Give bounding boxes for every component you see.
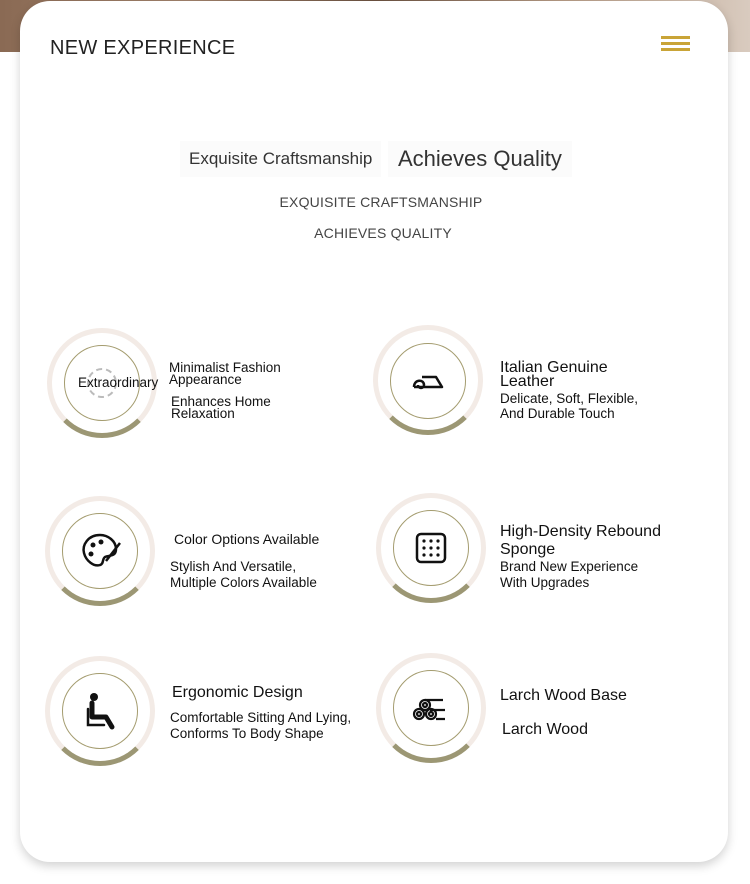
wood-logs-icon [407,684,455,732]
palette-icon [76,527,124,575]
hamburger-menu-icon[interactable] [661,36,690,53]
sponge-icon [407,524,455,572]
feature-desc-2: Multiple Colors Available [170,575,317,590]
feature-desc-2: Conforms To Body Shape [170,726,324,741]
feature-title-2: Sponge [500,541,556,558]
feature-desc: Stylish And Versatile, [170,559,297,574]
headline-right: Achieves Quality [388,141,572,177]
feature-desc: Comfortable Sitting And Lying, [170,710,352,725]
brand-title: NEW EXPERIENCE [50,37,236,59]
feature-title: Minimalist Fashion [169,360,281,375]
feature-desc-2: Relaxation [171,406,235,421]
feature-overlay-label: Extraordinary [78,375,159,390]
menu-line [661,42,690,45]
feature-desc: Delicate, Soft, Flexible, [500,391,639,406]
feature-title: Larch Wood Base [500,687,627,704]
menu-line [661,36,690,39]
menu-line [661,48,690,51]
feature-title: Ergonomic Design [172,684,303,701]
feature-title: Italian Genuine [500,359,608,376]
feature-icon-circle [62,513,138,589]
feature-desc: Brand New Experience [500,559,639,574]
feature-desc: Larch Wood [502,721,588,738]
subheadline-2: ACHIEVES QUALITY [314,225,452,241]
subheadline-1: EXQUISITE CRAFTSMANSHIP [279,194,483,210]
feature-icon-circle [62,673,138,749]
feature-title: High-Density Rebound [500,523,661,540]
leather-roll-icon [404,357,452,405]
feature-desc: Enhances Home [171,394,271,409]
feature-title: Color Options Available [174,531,320,547]
feature-desc-2: With Upgrades [500,575,590,590]
feature-icon-circle [393,670,469,746]
seated-person-icon [76,687,124,735]
headline-left: Exquisite Craftsmanship [180,141,381,177]
feature-title-2: Leather [500,373,555,390]
feature-icon-circle [390,343,466,419]
feature-desc-2: And Durable Touch [500,406,615,421]
feature-title-2: Appearance [169,372,242,387]
feature-icon-circle [393,510,469,586]
